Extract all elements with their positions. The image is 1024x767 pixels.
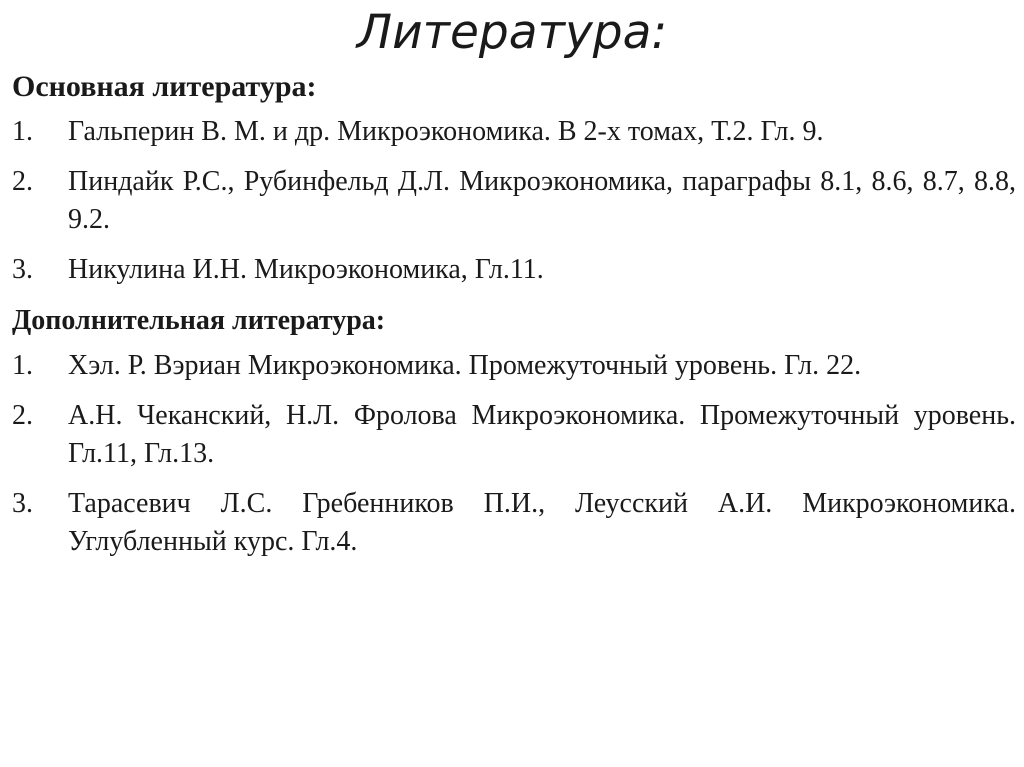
additional-literature-list [12,347,1016,561]
list-item [12,163,1016,239]
list-item-number: 1. [12,116,33,147]
list-item-number: 3. [12,488,33,519]
list-item-text: Хэл. Р. Вэриан Микроэкономика. Промежуточный уровень. Гл. 22. [68,350,862,381]
main-literature-list [12,113,1016,289]
list-item-number: 2. [12,166,33,197]
list-item [12,251,1016,289]
additional-literature-heading: Дополнительная литература: [12,305,386,336]
list-item [12,347,1016,385]
list-item [12,485,1016,561]
list-item-text: Никулина И.Н. Микроэкономика, Гл.11. [68,254,544,285]
list-item-text: Гальперин В. М. и др. Микроэкономика. В 2-х томах, Т.2. Гл. 9. [68,116,824,147]
slide-title: Литература: [356,5,668,60]
list-item-text: Тарасевич Л.С. Гребенников П.И., Леусский А.И. Микроэкономика. Углубленный курс. Гл.4. [68,488,1016,557]
list-item-text: Пиндайк Р.С., Рубинфельд Д.Л. Микроэкономика, параграфы 8.1, 8.6, 8.7, 8.8, 9.2. [68,166,1016,235]
list-item-number: 3. [12,254,33,285]
list-item [12,397,1016,473]
list-item-text: А.Н. Чеканский, Н.Л. Фролова Микроэкономика. Промежуточный уровень. Гл.11, Гл.13. [68,400,1016,469]
list-item [12,113,1016,151]
list-item-number: 2. [12,400,33,431]
list-item-number: 1. [12,350,33,381]
main-literature-heading: Основная литература: [12,70,317,103]
slide-content [12,67,1016,573]
